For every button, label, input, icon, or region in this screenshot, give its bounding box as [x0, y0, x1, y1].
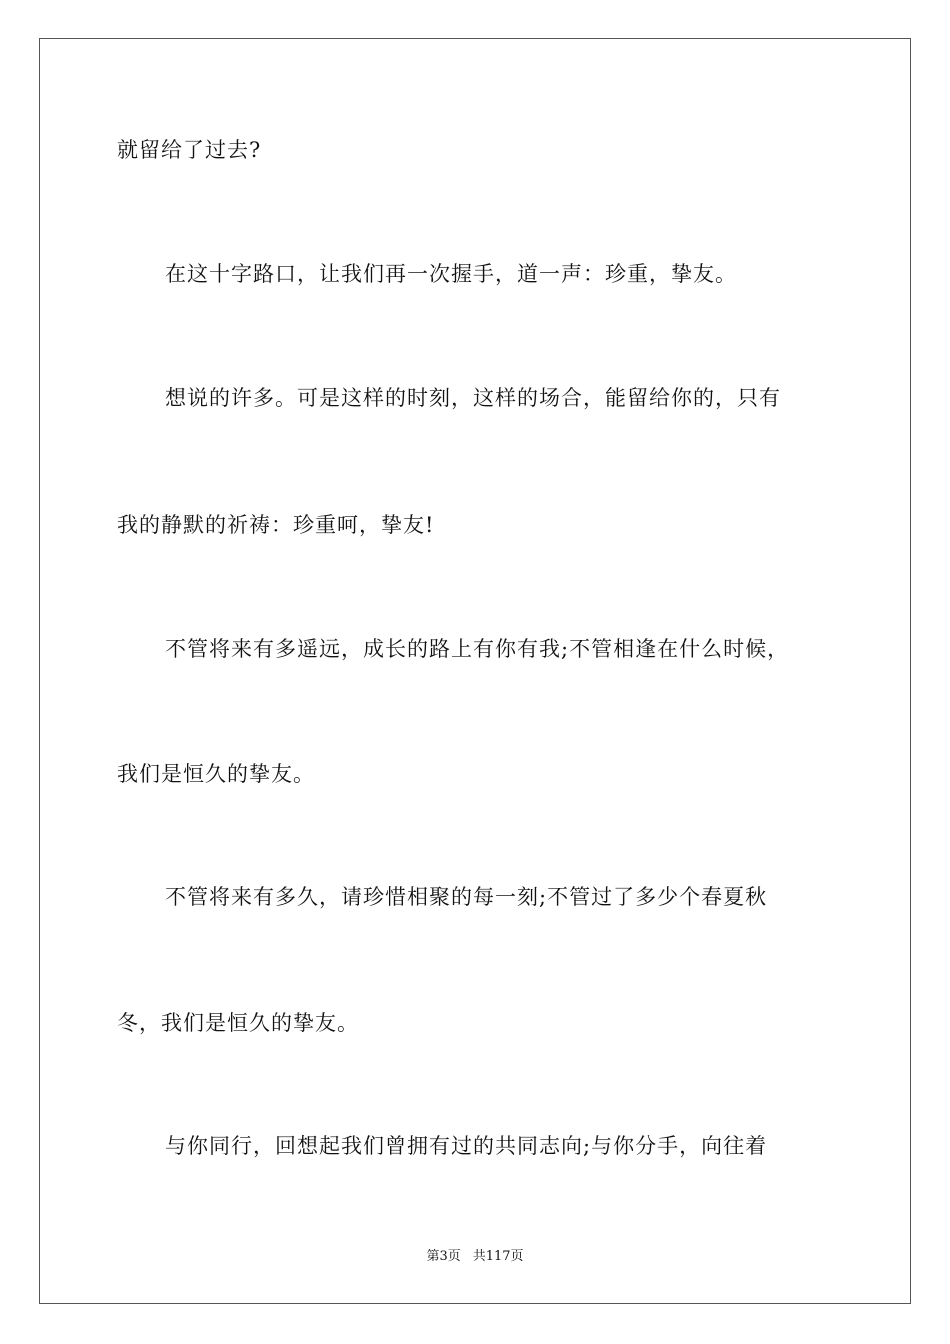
page-border — [39, 38, 911, 1304]
text-line: 我们是恒久的挚友。 — [117, 762, 315, 786]
total-pages: 共117页 — [472, 1249, 524, 1264]
text-line: 就留给了过去? — [117, 138, 262, 162]
text-line: 冬，我们是恒久的挚友。 — [117, 1011, 359, 1035]
text-line: 我的静默的祈祷：珍重呵，挚友! — [117, 513, 435, 537]
paragraph-line: 不管将来有多久，请珍惜相聚的每一刻;不管过了多少个春夏秋 — [165, 885, 768, 909]
paragraph-line: 在这十字路口，让我们再一次握手，道一声：珍重，挚友。 — [165, 262, 737, 286]
paragraph-line: 想说的许多。可是这样的时刻，这样的场合，能留给你的，只有 — [165, 386, 781, 410]
paragraph-line: 不管将来有多遥远，成长的路上有你有我;不管相逢在什么时候， — [165, 637, 790, 661]
page-footer — [0, 1248, 950, 1266]
paragraph-line: 与你同行，回想起我们曾拥有过的共同志向;与你分手，向往着 — [165, 1134, 768, 1158]
page-number: 第3页 — [426, 1249, 461, 1264]
